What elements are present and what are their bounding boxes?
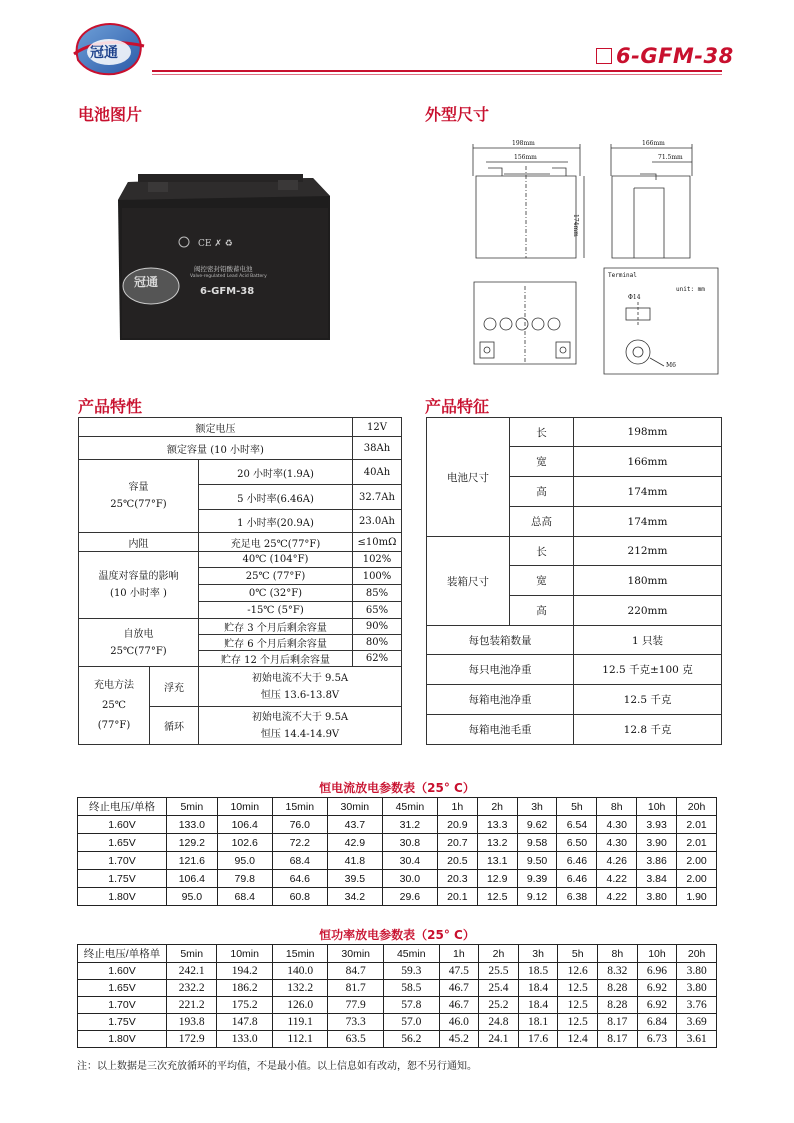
- cp-value-cell: 6.84: [637, 1014, 677, 1031]
- cp-value-cell: 8.28: [598, 997, 638, 1014]
- cp-table-title: 恒功率放电参数表（25° C）: [319, 928, 475, 942]
- battery-size-value: 174mm: [574, 507, 722, 537]
- cp-value-cell: 3.80: [677, 963, 717, 980]
- cc-value-cell: 20.3: [437, 870, 477, 888]
- cp-value-cell: 242.1: [167, 963, 217, 980]
- cp-table-row: [78, 997, 717, 1014]
- cp-table-row: [78, 963, 717, 980]
- cc-value-cell: 106.4: [217, 816, 272, 834]
- rated-voltage-value: 12V: [353, 418, 402, 437]
- cc-table-row: [78, 852, 717, 870]
- cp-header-cell: 45min: [384, 945, 440, 963]
- cp-header-cell: 2h: [479, 945, 519, 963]
- header-divider-thin: [152, 74, 722, 75]
- battery-size-label: 电池尺寸: [427, 418, 510, 537]
- constant-current-table: [77, 797, 717, 906]
- cp-header-cell: 5h: [558, 945, 598, 963]
- battery-model: 6-GFM-38: [200, 286, 255, 297]
- charge-method-label-main: 充电方法: [94, 679, 134, 691]
- cp-header-cell: 1h: [439, 945, 479, 963]
- battery-size-value: 174mm: [574, 477, 722, 507]
- characteristics-table: [426, 417, 722, 745]
- capacity-rate: 5 小时率(6.46A): [199, 485, 353, 510]
- float-charge-spec: [199, 667, 402, 707]
- cc-value-cell: 106.4: [167, 870, 218, 888]
- cp-value-cell: 3.69: [677, 1014, 717, 1031]
- battery-photo: [108, 160, 338, 345]
- cc-value-cell: 30.0: [382, 870, 437, 888]
- battery-size-key: 高: [510, 477, 574, 507]
- cc-table-row: [78, 834, 717, 852]
- bolt-label: M6: [666, 362, 676, 369]
- cc-header-cell: 15min: [272, 798, 327, 816]
- cp-value-cell: 3.76: [677, 997, 717, 1014]
- dim-side-inner: 71.5mm: [658, 154, 683, 161]
- dim-front-inner: 156mm: [514, 154, 537, 161]
- unit-label: unit: mm: [676, 286, 705, 293]
- cp-value-cell: 46.7: [439, 980, 479, 997]
- charge-method-label-f: (77°F): [97, 719, 131, 731]
- cp-value-cell: 18.5: [518, 963, 558, 980]
- box-size-value: 212mm: [574, 537, 722, 566]
- rated-voltage-label: 额定电压: [79, 418, 353, 437]
- cc-value-cell: 6.46: [557, 870, 597, 888]
- cp-value-cell: 45.2: [439, 1031, 479, 1048]
- cp-voltage-cell: 1.65V: [78, 980, 167, 997]
- net-weight-value: 12.5 千克±100 克: [574, 655, 722, 685]
- cp-value-cell: 12.5: [558, 997, 598, 1014]
- cc-value-cell: 4.22: [597, 888, 637, 906]
- cc-value-cell: 1.90: [677, 888, 717, 906]
- battery-label-cn: 阀控密封铅酸蓄电池: [194, 265, 253, 273]
- cp-value-cell: 56.2: [384, 1031, 440, 1048]
- cc-value-cell: 121.6: [167, 852, 218, 870]
- box-net-weight-value: 12.5 千克: [574, 685, 722, 715]
- self-discharge-label-temp: 25℃(77°F): [110, 645, 167, 657]
- temperature-cond: -15℃ (5°F): [199, 602, 353, 619]
- cp-value-cell: 147.8: [217, 1014, 273, 1031]
- cp-value-cell: 175.2: [217, 997, 273, 1014]
- self-discharge-label: [79, 619, 199, 667]
- battery-size-value: 198mm: [574, 418, 722, 447]
- cc-value-cell: 34.2: [327, 888, 382, 906]
- resistance-value: ≤10mΩ: [353, 533, 402, 552]
- cp-voltage-cell: 1.80V: [78, 1031, 167, 1048]
- capacity-rate: 20 小时率(1.9A): [199, 460, 353, 485]
- cp-value-cell: 133.0: [217, 1031, 273, 1048]
- dim-front-width: 198mm: [512, 140, 535, 147]
- cp-value-cell: 8.17: [598, 1031, 638, 1048]
- cc-value-cell: 41.8: [327, 852, 382, 870]
- cc-value-cell: 79.8: [217, 870, 272, 888]
- cp-value-cell: 57.0: [384, 1014, 440, 1031]
- cc-voltage-cell: 1.70V: [78, 852, 167, 870]
- cc-value-cell: 4.26: [597, 852, 637, 870]
- cp-value-cell: 18.4: [518, 980, 558, 997]
- temperature-label-rate: (10 小时率 ): [110, 588, 167, 599]
- cc-value-cell: 31.2: [382, 816, 437, 834]
- box-size-key: 长: [510, 537, 574, 566]
- cc-table-row: [78, 888, 717, 906]
- cp-value-cell: 6.92: [637, 997, 677, 1014]
- cc-value-cell: 64.6: [272, 870, 327, 888]
- cc-value-cell: 43.7: [327, 816, 382, 834]
- cc-header-cell: 5h: [557, 798, 597, 816]
- capacity-label-main: 容量: [128, 482, 149, 493]
- cp-header-cell: 5min: [167, 945, 217, 963]
- self-discharge-value: 90%: [353, 619, 402, 635]
- battery-label-en: Valve-regulated Lead Acid Battery: [190, 274, 267, 279]
- cp-value-cell: 46.7: [439, 997, 479, 1014]
- self-discharge-cond: 贮存 6 个月后剩余容量: [199, 635, 353, 651]
- cycle-charge-current: 初始电流不大于 9.5A: [251, 711, 349, 723]
- cp-value-cell: 77.9: [328, 997, 384, 1014]
- cc-value-cell: 3.84: [637, 870, 677, 888]
- battery-size-key: 总高: [510, 507, 574, 537]
- cc-value-cell: 9.39: [517, 870, 557, 888]
- cc-value-cell: 42.9: [327, 834, 382, 852]
- cp-value-cell: 25.4: [479, 980, 519, 997]
- cp-value-cell: 25.5: [479, 963, 519, 980]
- temperature-value: 85%: [353, 585, 402, 602]
- cc-header-cell: 10h: [637, 798, 677, 816]
- box-size-key: 高: [510, 596, 574, 626]
- cc-header-cell: 1h: [437, 798, 477, 816]
- cp-voltage-cell: 1.70V: [78, 997, 167, 1014]
- cp-value-cell: 126.0: [272, 997, 328, 1014]
- resistance-condition: 充足电 25℃(77°F): [199, 533, 353, 552]
- cp-value-cell: 3.80: [677, 980, 717, 997]
- cc-value-cell: 12.5: [477, 888, 517, 906]
- cc-value-cell: 72.2: [272, 834, 327, 852]
- cc-value-cell: 2.00: [677, 870, 717, 888]
- cc-header-cell: 5min: [167, 798, 218, 816]
- brand-logo: [70, 18, 148, 78]
- cp-value-cell: 6.92: [637, 980, 677, 997]
- checkbox-square-icon: [596, 48, 612, 64]
- cycle-charge-spec: [199, 707, 402, 745]
- cc-header-cell: 30min: [327, 798, 382, 816]
- cp-header-cell: 8h: [598, 945, 638, 963]
- cc-value-cell: 4.30: [597, 834, 637, 852]
- cc-table-row: [78, 816, 717, 834]
- cp-value-cell: 84.7: [328, 963, 384, 980]
- cp-value-cell: 18.1: [518, 1014, 558, 1031]
- cc-value-cell: 29.6: [382, 888, 437, 906]
- self-discharge-cond: 贮存 12 个月后剩余容量: [199, 651, 353, 667]
- dim-height: 174mm: [572, 214, 579, 237]
- temperature-label: [79, 552, 199, 619]
- cp-value-cell: 8.28: [598, 980, 638, 997]
- battery-size-key: 长: [510, 418, 574, 447]
- cp-header-cell: 10h: [637, 945, 677, 963]
- cc-value-cell: 60.8: [272, 888, 327, 906]
- cc-value-cell: 9.50: [517, 852, 557, 870]
- cp-value-cell: 3.61: [677, 1031, 717, 1048]
- box-gross-weight-value: 12.8 千克: [574, 715, 722, 745]
- header-divider: [152, 70, 722, 72]
- cp-value-cell: 12.6: [558, 963, 598, 980]
- terminal-label: Terminal: [608, 272, 637, 279]
- self-discharge-value: 62%: [353, 651, 402, 667]
- cc-value-cell: 6.50: [557, 834, 597, 852]
- cp-value-cell: 12.4: [558, 1031, 598, 1048]
- cp-value-cell: 12.5: [558, 1014, 598, 1031]
- dim-side-width: 166mm: [642, 140, 665, 147]
- battery-size-key: 宽: [510, 447, 574, 477]
- rated-capacity-label: 额定容量 (10 小时率): [79, 437, 353, 460]
- battery-size-value: 166mm: [574, 447, 722, 477]
- cc-header-cell: 8h: [597, 798, 637, 816]
- cc-voltage-cell: 1.80V: [78, 888, 167, 906]
- self-discharge-value: 80%: [353, 635, 402, 651]
- cp-value-cell: 140.0: [272, 963, 328, 980]
- temperature-label-main: 温度对容量的影响: [98, 571, 179, 582]
- cc-value-cell: 3.93: [637, 816, 677, 834]
- svg-text:CE ✗ ♻: CE ✗ ♻: [198, 239, 233, 249]
- cc-value-cell: 3.80: [637, 888, 677, 906]
- cp-value-cell: 172.9: [167, 1031, 217, 1048]
- cp-value-cell: 193.8: [167, 1014, 217, 1031]
- cp-value-cell: 119.1: [272, 1014, 328, 1031]
- cc-value-cell: 30.4: [382, 852, 437, 870]
- cc-value-cell: 13.1: [477, 852, 517, 870]
- capacity-value: 23.0Ah: [353, 510, 402, 533]
- capacity-value: 32.7Ah: [353, 485, 402, 510]
- temperature-cond: 25℃ (77°F): [199, 568, 353, 585]
- cycle-charge-voltage: 恒压 14.4-14.9V: [260, 728, 340, 740]
- cp-header-cell: 20h: [677, 945, 717, 963]
- cc-value-cell: 4.22: [597, 870, 637, 888]
- temperature-value: 102%: [353, 552, 402, 568]
- cc-value-cell: 2.00: [677, 852, 717, 870]
- cc-header-cell: 3h: [517, 798, 557, 816]
- capacity-rate: 1 小时率(20.9A): [199, 510, 353, 533]
- section-features: 产品特性: [78, 397, 143, 416]
- cp-table-row: [78, 1014, 717, 1031]
- capacity-value: 40Ah: [353, 460, 402, 485]
- cp-value-cell: 12.5: [558, 980, 598, 997]
- cc-value-cell: 6.38: [557, 888, 597, 906]
- cc-value-cell: 12.9: [477, 870, 517, 888]
- phi-label: Φ14: [628, 294, 641, 301]
- box-size-key: 宽: [510, 566, 574, 596]
- cp-header-cell: 3h: [518, 945, 558, 963]
- cc-value-cell: 76.0: [272, 816, 327, 834]
- section-dimensions: 外型尺寸: [425, 105, 490, 124]
- cc-header-cell: 45min: [382, 798, 437, 816]
- cc-value-cell: 9.62: [517, 816, 557, 834]
- cc-value-cell: 4.30: [597, 816, 637, 834]
- cp-value-cell: 58.5: [384, 980, 440, 997]
- logo-text: 冠通: [90, 45, 118, 61]
- cc-value-cell: 6.46: [557, 852, 597, 870]
- cc-value-cell: 9.58: [517, 834, 557, 852]
- cc-voltage-cell: 1.65V: [78, 834, 167, 852]
- cc-header-cell: 10min: [217, 798, 272, 816]
- cp-value-cell: 25.2: [479, 997, 519, 1014]
- section-characteristics: 产品特征: [425, 397, 490, 416]
- footnote: 注：以上数据是三次充放循环的平均值，不是最小值。以上信息如有改动，恕不另行通知。: [77, 1061, 477, 1072]
- cc-header-cell: 20h: [677, 798, 717, 816]
- cp-value-cell: 186.2: [217, 980, 273, 997]
- cp-voltage-cell: 1.75V: [78, 1014, 167, 1031]
- cp-voltage-cell: 1.60V: [78, 963, 167, 980]
- cp-header-cell: 30min: [328, 945, 384, 963]
- box-gross-weight-label: 每箱电池毛重: [427, 715, 574, 745]
- model-title: [596, 44, 734, 68]
- cc-value-cell: 3.90: [637, 834, 677, 852]
- cp-value-cell: 6.73: [637, 1031, 677, 1048]
- cp-header-cell: 15min: [272, 945, 328, 963]
- cp-value-cell: 194.2: [217, 963, 273, 980]
- cp-value-cell: 59.3: [384, 963, 440, 980]
- cc-table-row: [78, 870, 717, 888]
- cp-corner: 终止电压/单格单: [78, 945, 167, 963]
- cc-value-cell: 20.1: [437, 888, 477, 906]
- cycle-charge-label: 循环: [150, 707, 199, 745]
- cp-value-cell: 73.3: [328, 1014, 384, 1031]
- cc-value-cell: 2.01: [677, 816, 717, 834]
- cp-value-cell: 24.1: [479, 1031, 519, 1048]
- cp-value-cell: 63.5: [328, 1031, 384, 1048]
- self-discharge-label-main: 自放电: [123, 628, 154, 640]
- cc-value-cell: 39.5: [327, 870, 382, 888]
- box-size-value: 220mm: [574, 596, 722, 626]
- cp-header-cell: 10min: [217, 945, 273, 963]
- cc-voltage-cell: 1.60V: [78, 816, 167, 834]
- cp-value-cell: 46.0: [439, 1014, 479, 1031]
- charge-method-label: [79, 667, 150, 745]
- cc-corner: 终止电压/单格: [78, 798, 167, 816]
- cc-value-cell: 20.7: [437, 834, 477, 852]
- cp-value-cell: 81.7: [328, 980, 384, 997]
- cc-value-cell: 102.6: [217, 834, 272, 852]
- battery-logo-text: 冠通: [134, 275, 159, 289]
- resistance-label: 内阻: [79, 533, 199, 552]
- cp-value-cell: 8.32: [598, 963, 638, 980]
- temperature-cond: 40℃ (104°F): [199, 552, 353, 568]
- charge-method-label-temp: 25℃: [102, 699, 126, 711]
- float-charge-current: 初始电流不大于 9.5A: [251, 672, 349, 684]
- cc-value-cell: 3.86: [637, 852, 677, 870]
- cp-value-cell: 132.2: [272, 980, 328, 997]
- section-battery-picture: 电池图片: [78, 105, 143, 124]
- cc-value-cell: 95.0: [217, 852, 272, 870]
- cp-value-cell: 24.8: [479, 1014, 519, 1031]
- constant-power-table: [77, 944, 717, 1048]
- box-net-weight-label: 每箱电池净重: [427, 685, 574, 715]
- self-discharge-cond: 贮存 3 个月后剩余容量: [199, 619, 353, 635]
- pack-qty-label: 每包装箱数量: [427, 626, 574, 655]
- dimension-drawing: [468, 136, 728, 386]
- float-charge-label: 浮充: [150, 667, 199, 707]
- cc-value-cell: 20.5: [437, 852, 477, 870]
- float-charge-voltage: 恒压 13.6-13.8V: [260, 689, 340, 701]
- cc-value-cell: 68.4: [272, 852, 327, 870]
- cp-value-cell: 17.6: [518, 1031, 558, 1048]
- cc-value-cell: 6.54: [557, 816, 597, 834]
- cc-voltage-cell: 1.75V: [78, 870, 167, 888]
- cc-value-cell: 95.0: [167, 888, 218, 906]
- capacity-label-temp: 25℃(77°F): [110, 499, 167, 510]
- capacity-label: [79, 460, 199, 533]
- temperature-cond: 0℃ (32°F): [199, 585, 353, 602]
- cp-value-cell: 57.8: [384, 997, 440, 1014]
- temperature-value: 65%: [353, 602, 402, 619]
- cp-value-cell: 47.5: [439, 963, 479, 980]
- cp-value-cell: 112.1: [272, 1031, 328, 1048]
- model-number: 6-GFM-38: [616, 44, 734, 68]
- cp-value-cell: 232.2: [167, 980, 217, 997]
- cc-value-cell: 133.0: [167, 816, 218, 834]
- cc-header-cell: 2h: [477, 798, 517, 816]
- cc-value-cell: 68.4: [217, 888, 272, 906]
- cc-value-cell: 13.3: [477, 816, 517, 834]
- cp-value-cell: 8.17: [598, 1014, 638, 1031]
- cc-value-cell: 9.12: [517, 888, 557, 906]
- rated-capacity-value: 38Ah: [353, 437, 402, 460]
- cp-value-cell: 18.4: [518, 997, 558, 1014]
- box-size-label: 装箱尺寸: [427, 537, 510, 626]
- pack-qty-value: 1 只装: [574, 626, 722, 655]
- cc-table-title: 恒电流放电参数表（25° C）: [319, 781, 475, 795]
- cc-value-cell: 129.2: [167, 834, 218, 852]
- cc-value-cell: 2.01: [677, 834, 717, 852]
- temperature-value: 100%: [353, 568, 402, 585]
- cp-table-row: [78, 980, 717, 997]
- features-table: [78, 417, 402, 745]
- cp-value-cell: 6.96: [637, 963, 677, 980]
- cc-value-cell: 30.8: [382, 834, 437, 852]
- cp-table-row: [78, 1031, 717, 1048]
- box-size-value: 180mm: [574, 566, 722, 596]
- cc-value-cell: 13.2: [477, 834, 517, 852]
- net-weight-label: 每只电池净重: [427, 655, 574, 685]
- cp-value-cell: 221.2: [167, 997, 217, 1014]
- cc-value-cell: 20.9: [437, 816, 477, 834]
